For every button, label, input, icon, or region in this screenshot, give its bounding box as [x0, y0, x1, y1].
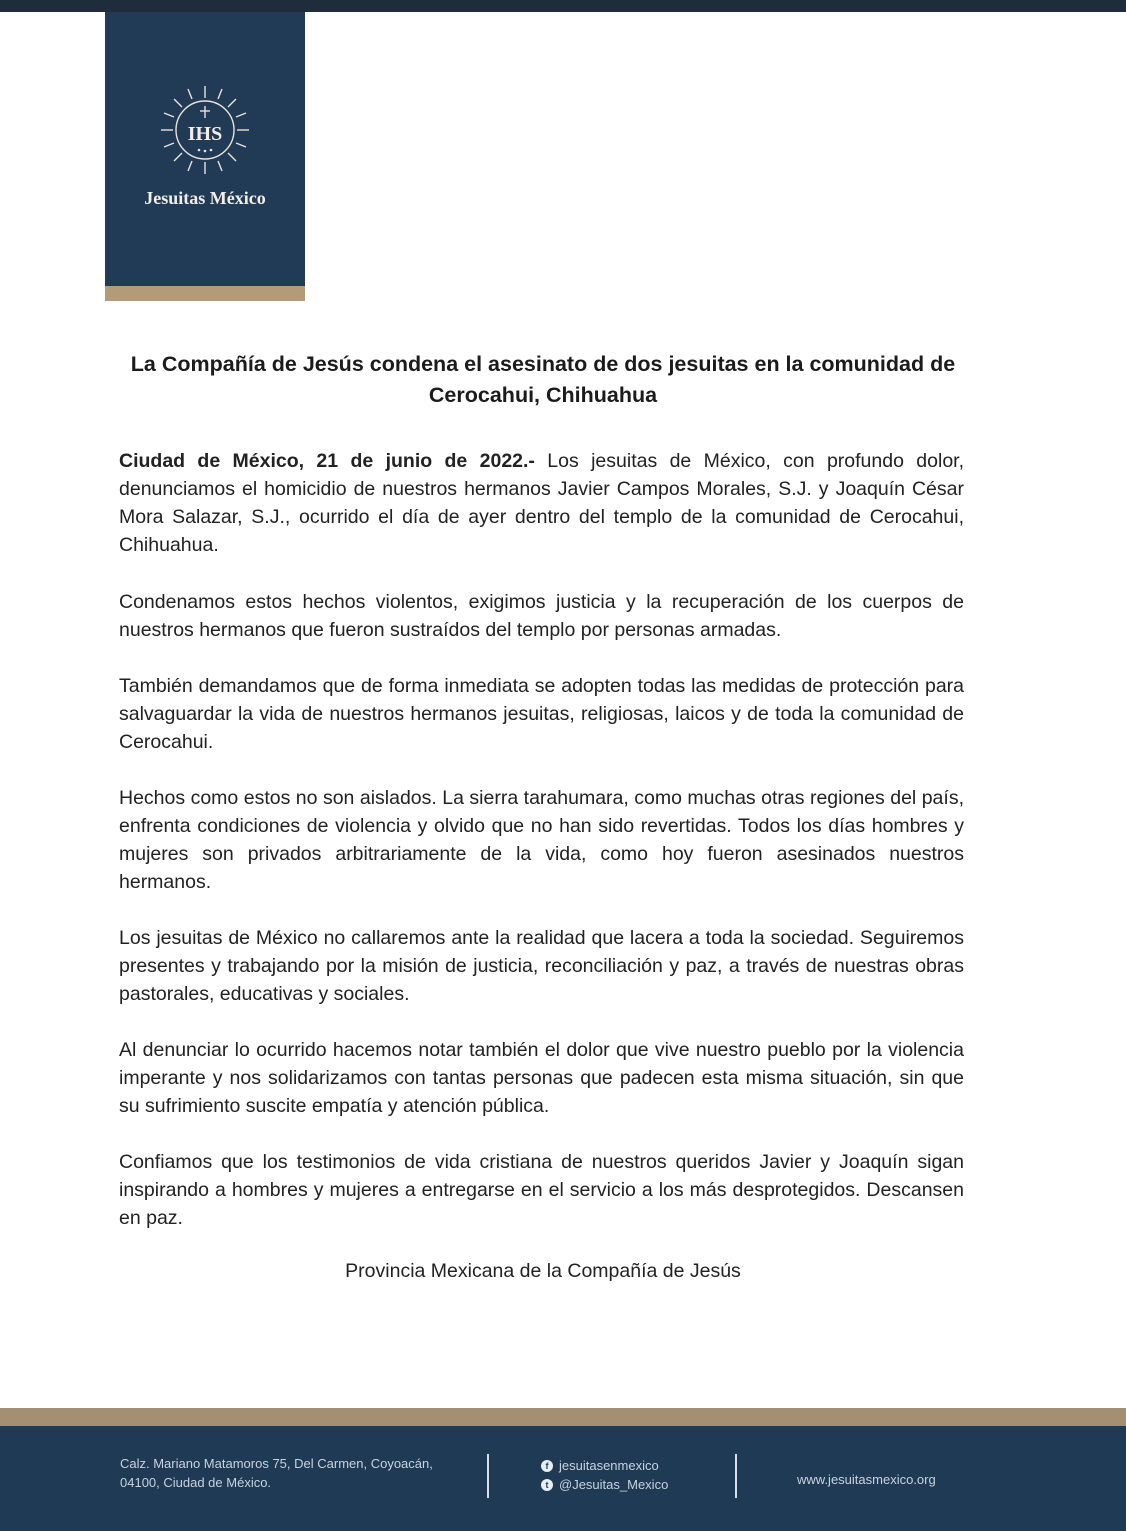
paragraph-3: También demandamos que de forma inmediata se adopten todas las medidas de protección para salvaguardar la vida de nuestros hermanos jesuitas, religiosas, laicos y de toda la comunidad de Cerocahui.: [119, 675, 964, 753]
footer-divider: [487, 1454, 489, 1498]
website-link[interactable]: www.jesuitasmexico.org: [797, 1472, 936, 1487]
social-links: [541, 1456, 668, 1494]
footer-gold-bar: [0, 1408, 1126, 1426]
ihs-sunburst-icon: [155, 80, 255, 180]
paragraph-1: [119, 447, 964, 559]
address-line-1: Calz. Mariano Matamoros 75, Del Carmen, Coyoacán,: [120, 1456, 433, 1471]
paragraph-5: Los jesuitas de México no callaremos ante la realidad que lacera a toda la sociedad. Seguiremos presentes y trabajando por la misión de justicia, reconciliación y paz, a través de nuestras obras pastorales, educativas y sociales.: [119, 927, 964, 1005]
footer: [0, 1426, 1126, 1531]
logo-name: Jesuitas México: [144, 188, 266, 208]
facebook-icon: f: [541, 1460, 553, 1472]
address-line-2: 04100, Ciudad de México.: [120, 1475, 272, 1490]
ihs-monogram: IHS: [187, 123, 223, 145]
footer-divider: [735, 1454, 737, 1498]
logo-block: [105, 12, 305, 286]
footer-address: [120, 1454, 470, 1492]
top-strip: [0, 0, 1126, 12]
logo-gold-bar: [105, 286, 305, 301]
signature: Provincia Mexicana de la Compañía de Jesús: [345, 1260, 741, 1282]
facebook-handle: jesuitasenmexico: [559, 1458, 659, 1473]
facebook-link[interactable]: [541, 1456, 668, 1475]
twitter-icon: t: [541, 1479, 553, 1491]
paragraph-7: Confiamos que los testimonios de vida cristiana de nuestros queridos Javier y Joaquín sigan inspirando a hombres y mujeres a entregarse en el servicio a los más desprotegidos. Descansen en paz.: [119, 1151, 964, 1229]
document-title: La Compañía de Jesús condena el asesinato de dos jesuitas en la comunidad de Cerocahui, Chihuahua: [130, 352, 956, 407]
twitter-link[interactable]: [541, 1475, 668, 1494]
paragraph-6: Al denunciar lo ocurrido hacemos notar también el dolor que vive nuestro pueblo por la violencia imperante y nos solidarizamos con tantas personas que padecen esta misma situación, sin que su sufrimiento suscite empatía y atención pública.: [119, 1039, 964, 1117]
paragraph-2: Condenamos estos hechos violentos, exigimos justicia y la recuperación de los cuerpos de nuestros hermanos que fueron sustraídos del templo por personas armadas.: [119, 591, 964, 641]
paragraph-1-body: Los jesuitas de México, con profundo dolor, denunciamos el homicidio de nuestros hermanos Javier Campos Morales, S.J. y Joaquín César Mora Salazar, S.J., ocurrido el día de ayer dentro del templo de la comunidad de Cerocahui, Chihuahua.: [119, 450, 964, 556]
dateline: Ciudad de México, 21 de junio de 2022.-: [119, 450, 535, 472]
paragraph-4: Hechos como estos no son aislados. La sierra tarahumara, como muchas otras regiones del país, enfrenta condiciones de violencia y olvido que no han sido revertidas. Todos los días hombres y mujeres son privados arbitrariamente de la vida, como hoy fueron asesinados nuestros hermanos.: [119, 787, 964, 893]
twitter-handle: @Jesuitas_Mexico: [559, 1477, 669, 1492]
